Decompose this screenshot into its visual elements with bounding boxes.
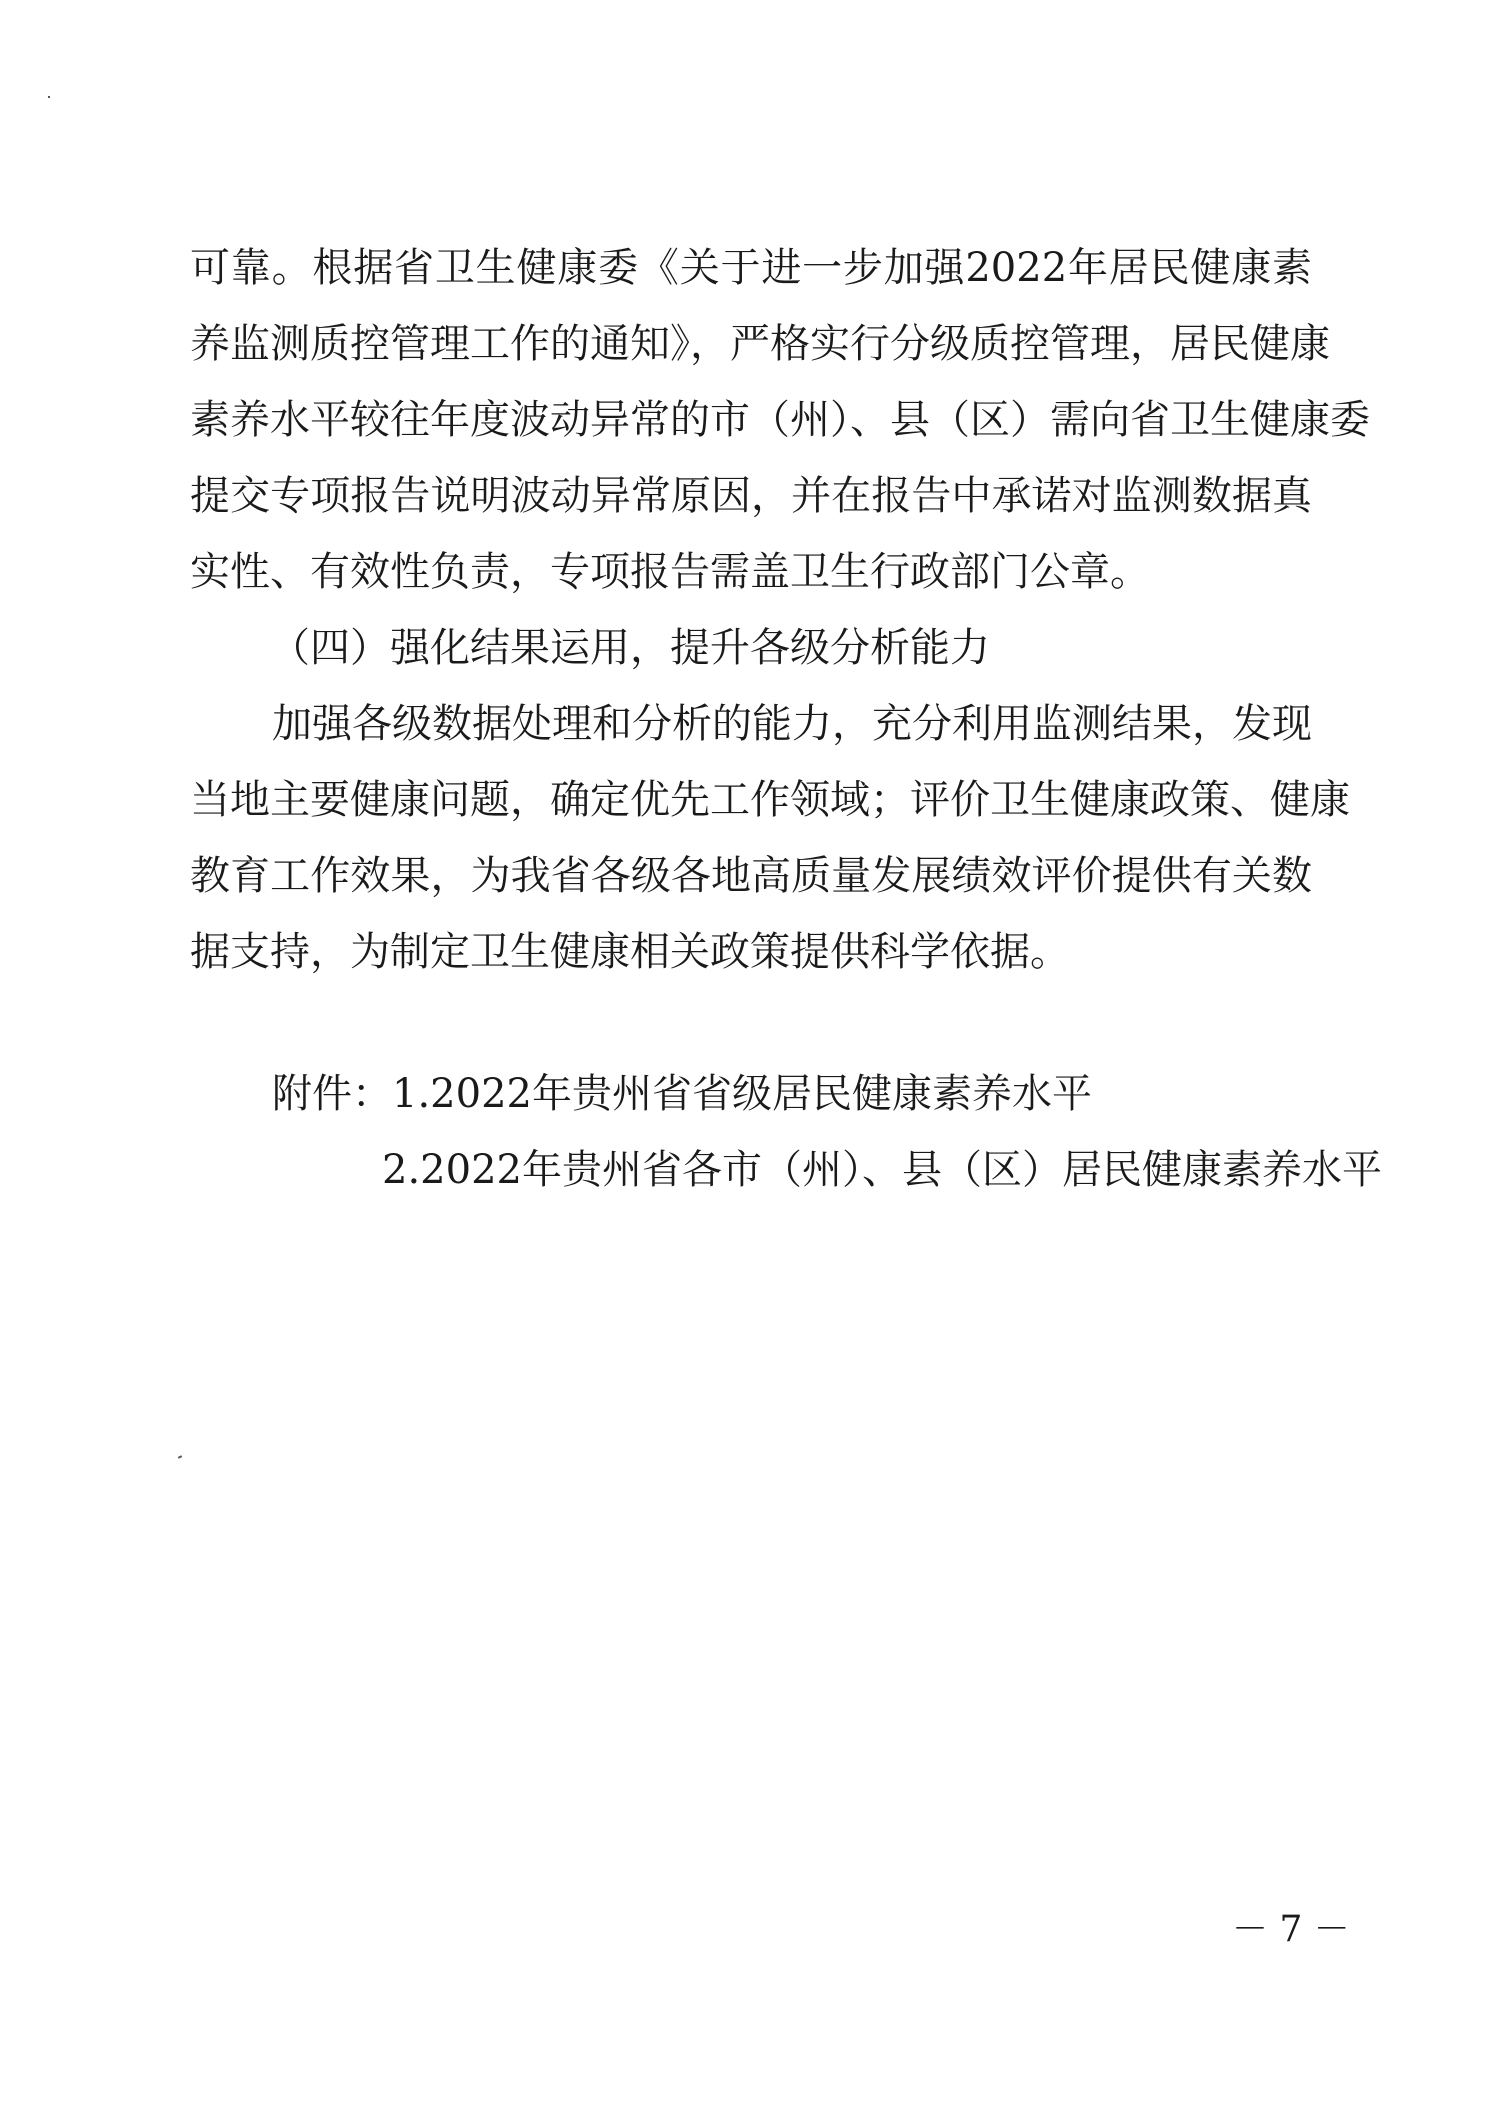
page-number: － 7 －	[1232, 1909, 1350, 1950]
scan-speck	[48, 96, 50, 98]
attachment-label: 附件：	[272, 1071, 392, 1117]
attachment-line-1	[272, 1064, 1092, 1124]
paragraph-2-line-4: 据支持，为制定卫生健康相关政策提供科学依据。	[190, 929, 1070, 975]
section-heading: （四）强化结果运用，提升各级分析能力	[270, 625, 990, 671]
paragraph-2-line-2: 当地主要健康问题，确定优先工作领域；评价卫生健康政策、健康	[190, 777, 1350, 823]
paragraph-1-line-5: 实性、有效性负责，专项报告需盖卫生行政部门公章。	[190, 549, 1150, 595]
paragraph-2-line-3: 教育工作效果，为我省各级各地高质量发展绩效评价提供有关数	[190, 853, 1312, 899]
attachment-item-2: 2.2022年贵州省各市（州）、县（区）居民健康素养水平	[382, 1147, 1382, 1193]
scan-speck	[178, 1455, 182, 1459]
paragraph-2-line-1: 加强各级数据处理和分析的能力，充分利用监测结果，发现	[272, 701, 1312, 747]
paragraph-1-line-4: 提交专项报告说明波动异常原因，并在报告中承诺对监测数据真	[190, 473, 1312, 519]
paragraph-1-line-2: 养监测质控管理工作的通知》，严格实行分级质控管理，居民健康	[190, 321, 1330, 367]
attachment-item-1: 1.2022年贵州省省级居民健康素养水平	[392, 1071, 1092, 1117]
attachment-line-2	[382, 1140, 1382, 1200]
paragraph-1-line-1: 可靠。根据省卫生健康委《关于进一步加强2022年居民健康素	[190, 245, 1312, 291]
paragraph-1-line-3: 素养水平较往年度波动异常的市（州）、县（区）需向省卫生健康委	[190, 397, 1370, 443]
